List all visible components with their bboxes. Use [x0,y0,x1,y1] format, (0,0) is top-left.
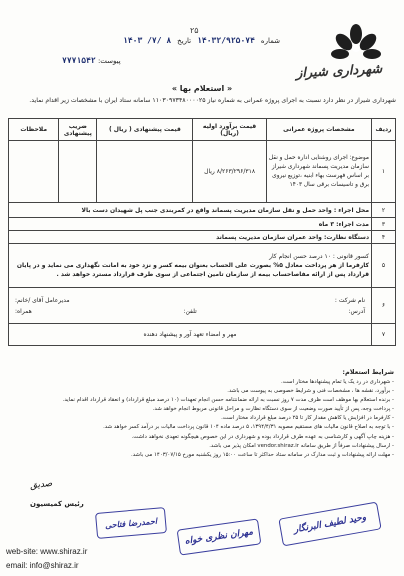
header-spec: مشخصات پروژه عمرانی [266,119,371,141]
table-row [9,244,396,288]
number-value: ۱۴۰۳۲/۹۲۵۰۷۴ [197,36,255,45]
table-row [9,141,396,203]
handwritten-signature: صدیق [29,478,53,492]
row-number: ۴ [372,231,396,244]
row-number: ۱ [372,141,396,203]
row-number: ۲ [372,203,396,218]
header-row-number: ردیف [372,119,396,141]
address-label: آدرس: [348,307,366,315]
offer-price-field[interactable] [97,141,193,203]
table-row [9,218,396,231]
table-row [9,203,396,218]
row-number: ۳ [372,218,396,231]
estimated-price: ۸/۲۶۳/۲۹۶/۳۱۸ ریال [193,141,266,203]
stamp-3: وحید لطیف البرنگار [278,502,381,547]
legal-deductions [9,244,372,288]
company-info [9,288,372,324]
project-spec: موضوع: اجرای روشنایی اداره حمل و نقل سازمان مدیریت پسماند شهرداری شیراز بر اساس فهرست بهاء ابنیه ،توزیع نیروی برق و تاسیسات برقی سال ۱۴۰۳ [266,141,371,203]
phone-label: تلفن: [183,307,197,315]
inquiry-table [8,118,396,346]
attachment-block [62,56,121,65]
condition-item: - با توجه به اصلاح قانون مالیات های مستقیم مصوبه ۱۳۹۴/۴/۳۱، ۵ درصد ماده ۱۰۴ قانون پرداخت مالیات بر درآمد کسر خواهد شد. [103,424,394,431]
coef-field[interactable] [59,141,97,203]
condition-item: - هزینه چاپ آگهی و کارشناسی به عهده طرف قرارداد بوده و شهرداری در این خصوص هیچگونه تعهدی نخواهد داشت. [131,433,394,440]
attachment-label: پیوست: [97,57,121,65]
conditions-title: شرایط استعلام: [342,368,394,376]
row-number: ۷ [372,324,396,346]
company-line [11,295,369,306]
notes-field[interactable] [9,141,59,203]
condition-item: - مهلت ارائه پیشنهادات و ثبت مدارک در سامانه ستاد حداکثر تا ساعت ۱۵:۰۰ روز یکشنبه مورخ ۱۴۰۳/۰۷/۱۵ می باشد. [131,451,394,458]
footer [6,545,87,573]
ceo-label: مدیرعامل آقای /خانم: [15,296,70,304]
insurance-line: کارفرما از هر پرداخت معادل ۵% بصورت علی الحساب بعنوان بیمه کسر و نزد خود به امانت نگهداری می نماید و در پایان قرارداد پس از ارائه مفاصاحساب بیمه از سازمان تامین اجتماعی از سوی طرف قرارداد مسترد خواهد شد . [16,262,370,278]
stamp-1: احمدرضا فتاحی [95,507,167,539]
meta-block [70,34,280,48]
table-row [9,231,396,244]
deduction-line: کسور قانونی : ۱۰ درصد حسن انجام کار [269,253,370,260]
condition-item: - ارسال پیشنهادات صرفاً از طریق سامانه vendor.shiraz.ir امکان پذیر می باشد. [209,442,394,449]
contact-line [11,306,369,317]
table-row [9,288,396,324]
table-row [9,324,396,346]
manager-title: رئیس کمیسیون [30,500,84,508]
website-link[interactable]: web-site: www.shiraz.ir [6,547,88,556]
condition-item: - برآورد، نقشه ها ، مشخصات فنی و شرایط خصوصی به پیوست می باشد. [227,388,394,395]
conditions-list [10,378,394,460]
duration-text: مدت اجراء: ۳ ماه [9,218,372,231]
top-mark: ۲۵ [190,26,199,35]
header-coef: ضریب پیشنهادی [59,119,97,141]
condition-item: - کارفرما در افزایش یا کاهش مقدار کار تا ۲۵ درصد مبلغ قرارداد مختار است. [221,415,394,422]
header-price: قیمت برآورد اولیه (ریال) [193,119,266,141]
org-name: شهرداری شیراز [295,61,383,82]
document-title: « استعلام بها » [171,84,233,93]
header-offer: قیمت پیشنهادی ( ریال ) [97,119,193,141]
location-text: محل اجراء : واحد حمل و نقل سازمان مدیریت پسماند واقع در کمربندی جنب پل شهیدان دست بالا [9,203,372,218]
mobile-label: همراه: [15,307,32,315]
email-link[interactable]: email: info@shiraz.ir [6,561,79,570]
row-number: ۵ [372,244,396,288]
stamp-2: مهران نظری خواه [177,518,262,555]
number-label: شماره [260,37,280,45]
signature-label: مهر و امضاء تعهد آور و پیشنهاد دهنده [143,331,237,338]
date-value: ۱۴۰۳ /۷/ ۸ [123,36,172,45]
company-label: نام شرکت : [334,296,366,304]
condition-item: - پرداخت وجه، پس از تأیید صورت وضعیت از سوی دستگاه نظارت و مراحل قانونی مربوط انجام خواهد شد. [152,406,394,413]
signature-cell[interactable] [9,324,372,346]
condition-item: - برنده استعلام بها موظف است ظرف مدت ۷ روز نسبت به ارائه ضمانتنامه حسن انجام تعهدات (۱۰ درصد مبلغ قرارداد) و انعقاد قرارداد اقدام نماید. [62,397,394,404]
supervision-text: دستگاه نظارت: واحد عمران سازمان مدیریت پسماند [9,231,372,244]
header-notes: ملاحظات [9,119,59,141]
attachment-value: ۷۷۷۱۵۴۲ [62,56,96,65]
table-header-row [9,119,396,141]
condition-item: - شهرداری در رد یک یا تمام پیشنهادها مختار است. [281,379,394,385]
row-number: ۶ [372,288,396,324]
date-label: تاریخ [177,37,192,45]
intro-paragraph: شهرداری شیراز در نظر دارد نسبت به اجرای پروژه عمرانی به شماره نیاز ۱۱۰۳۰۹۷۳۴۸۰۰۰۰۲۵ سامانه ستاد ایران با مشخصات زیر اقدام نماید. [29,97,396,104]
